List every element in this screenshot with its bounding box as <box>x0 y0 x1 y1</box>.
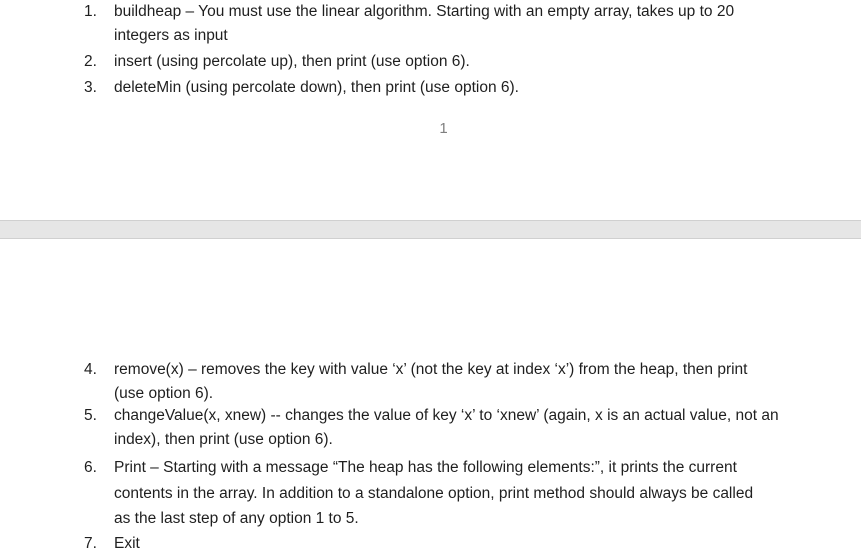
page-break-separator <box>0 220 861 239</box>
list-number: 4. <box>84 361 97 378</box>
list-number: 3. <box>84 79 97 96</box>
text-line: deleteMin (using percolate down), then print (use option 6). <box>114 79 519 96</box>
text-line: Exit <box>114 535 140 552</box>
list-item-text <box>114 0 841 48</box>
list-number: 5. <box>84 407 97 424</box>
list-number: 1. <box>84 3 97 20</box>
page-number: 1 <box>439 120 448 137</box>
text-line: changeValue(x, xnew) -- changes the value of key ‘x’ to ‘xnew’ (again, x is an actual value, not an <box>114 407 779 424</box>
list-item-text <box>114 455 841 532</box>
document-page-1 <box>0 0 861 220</box>
text-line: remove(x) – removes the key with value ‘x’ (not the key at index ‘x’) from the heap, then print <box>114 361 748 378</box>
list-number: 7. <box>84 535 97 552</box>
text-line: Print – Starting with a message “The heap has the following elements:”, it prints the current <box>114 459 737 476</box>
list-item-text <box>114 532 841 556</box>
text-line: as the last step of any option 1 to 5. <box>114 510 359 527</box>
text-line: index), then print (use option 6). <box>114 431 333 448</box>
list-item-text <box>114 404 841 452</box>
list-item-text <box>114 358 841 406</box>
list-number: 2. <box>84 53 97 70</box>
text-line: (use option 6). <box>114 385 214 402</box>
document-page-2 <box>0 239 861 552</box>
list-item-text <box>114 76 841 100</box>
text-line: buildheap – You must use the linear algorithm. Starting with an empty array, takes up to 20 <box>114 3 735 20</box>
text-line: integers as input <box>114 27 228 44</box>
list-number: 6. <box>84 459 97 476</box>
text-line: contents in the array. In addition to a standalone option, print method should always be called <box>114 484 754 502</box>
text-line: insert (using percolate up), then print (use option 6). <box>114 53 470 70</box>
list-item-text <box>114 50 841 74</box>
